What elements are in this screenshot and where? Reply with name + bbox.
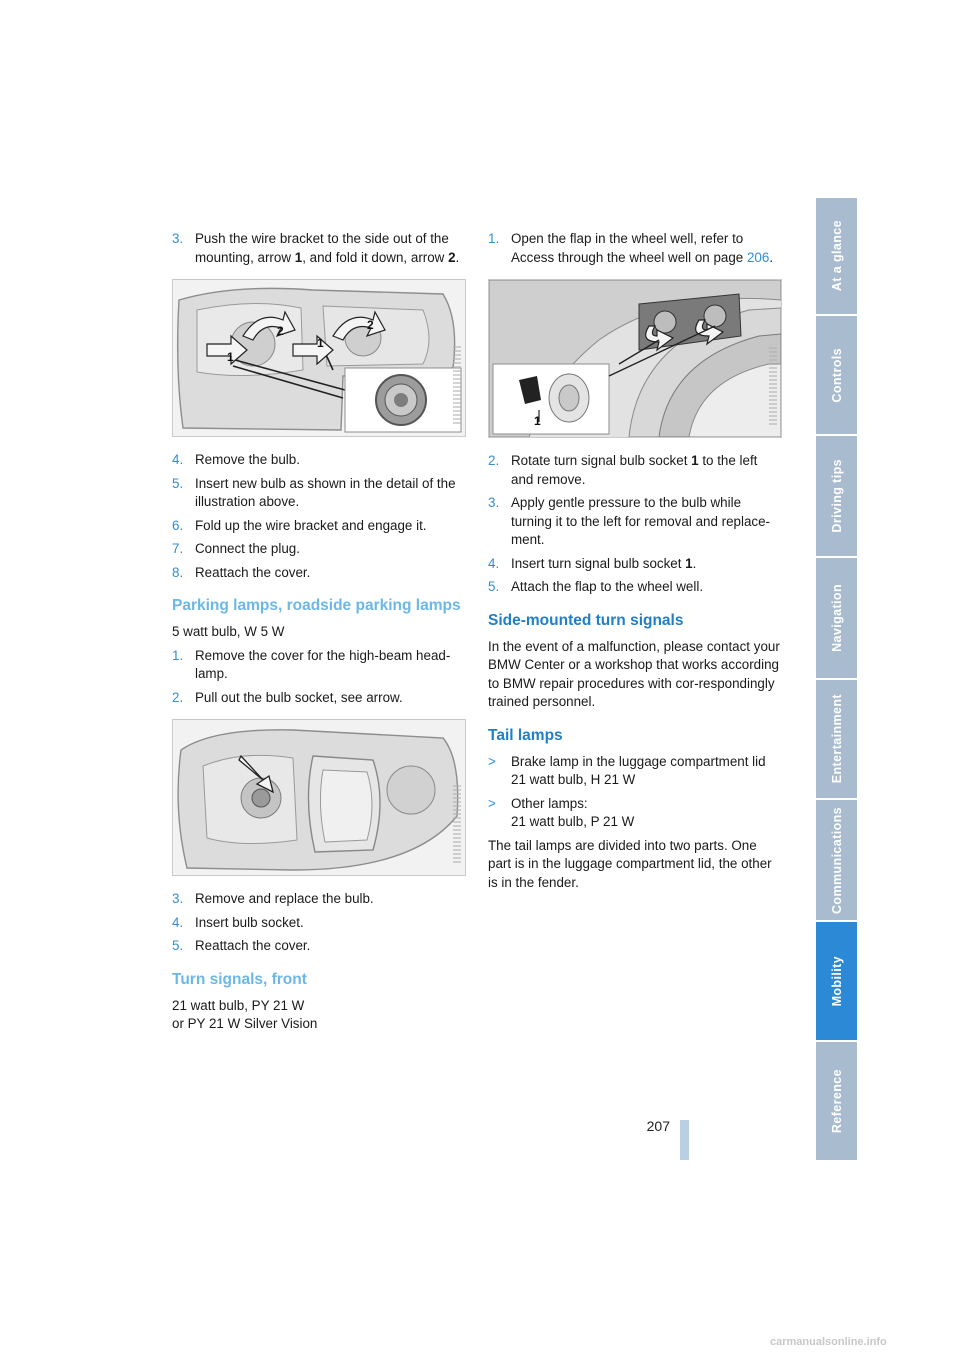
page-number-bar xyxy=(680,1120,689,1160)
figure-label-arrow-1b: 1 xyxy=(317,336,324,350)
figure-label-arrow-2: 2 xyxy=(277,324,284,338)
figure-label-arrow-2b: 2 xyxy=(367,318,374,332)
figure-code xyxy=(453,785,461,865)
tab-reference[interactable]: Reference xyxy=(816,1042,857,1162)
watermark: carmanualsonline.info xyxy=(770,1336,887,1348)
page-link-206[interactable]: 206 xyxy=(746,249,770,265)
turn-signal-spec-1: 21 watt bulb, PY 21 W xyxy=(172,997,305,1013)
section-tabs xyxy=(816,198,857,1162)
right-step-4: 4. Insert turn signal bulb socket 1. xyxy=(488,555,697,571)
step-6: 6. Fold up the wire bracket and engage it. xyxy=(172,517,427,533)
parking-step-2: 2. Pull out the bulb socket, see arrow. xyxy=(172,689,403,705)
figure-wire-bracket xyxy=(172,279,466,437)
tail-bullet-brake-lamp: > Brake lamp in the luggage compartment lid 21 watt bulb, H 21 W xyxy=(488,753,766,787)
figure-label-arrow-1: 1 xyxy=(227,350,234,364)
tab-driving-tips[interactable]: Driving tips xyxy=(816,436,857,558)
wheel-well-illustration xyxy=(489,280,781,437)
parking-step-5: 5. Reattach the cover. xyxy=(172,938,311,953)
step-7: 7. Connect the plug. xyxy=(172,541,300,556)
right-step-1: 1. Open the flap in the wheel well, refer to Access through the wheel well on page 206. xyxy=(488,231,774,265)
headlamp-bracket-illustration xyxy=(173,280,465,436)
figure-code xyxy=(769,347,777,427)
headlamp-socket-illustration xyxy=(173,720,465,875)
step-8: 8. Reattach the cover. xyxy=(172,564,311,580)
right-step-3: 3. Apply gentle pressure to the bulb while turning it to the left for removal and replace-ment. xyxy=(488,495,771,547)
figure-code xyxy=(453,346,461,426)
step-4: 4. Remove the bulb. xyxy=(172,452,300,467)
heading-turn-signals-front: Turn signals, front xyxy=(172,970,307,988)
heading-parking-lamps: Parking lamps, roadside parking lamps xyxy=(172,597,461,614)
tail-bullet-other-lamps: > Other lamps: 21 watt bulb, P 21 W xyxy=(488,795,635,829)
heading-tail-lamps: Tail lamps xyxy=(488,726,563,744)
parking-step-1: 1. Remove the cover for the high-beam head-lamp. xyxy=(172,647,451,681)
step-3-push-bracket: 3. Push the wire bracket to the side out of the mounting, arrow 1, and fold it down, arrow 2. xyxy=(172,231,460,265)
right-step-2: 2. Rotate turn signal bulb socket 1 to the left and remove. xyxy=(488,453,758,487)
left-column xyxy=(172,230,464,1039)
right-column xyxy=(488,230,780,897)
figure-bulb-socket xyxy=(172,719,466,876)
parking-step-4: 4. Insert bulb socket. xyxy=(172,914,304,930)
parking-bulb-spec: 5 watt bulb, W 5 W xyxy=(172,624,285,639)
figure-label-socket-1: 1 xyxy=(534,414,541,428)
parking-step-3: 3. Remove and replace the bulb. xyxy=(172,891,374,906)
tab-navigation[interactable]: Navigation xyxy=(816,558,857,680)
tail-lamps-text: The tail lamps are divided into two parts. One part is in the luggage compartment lid, the other is in the fender. xyxy=(488,837,772,890)
page-number: 207 xyxy=(646,1118,670,1134)
tab-controls[interactable]: Controls xyxy=(816,316,857,436)
right-step-5: 5. Attach the flap to the wheel well. xyxy=(488,579,704,594)
figure-wheel-well xyxy=(488,279,782,438)
tab-entertainment[interactable]: Entertainment xyxy=(816,680,857,800)
tab-mobility[interactable]: Mobility xyxy=(816,922,857,1042)
tab-communications[interactable]: Communications xyxy=(816,800,857,922)
side-turn-signals-text: In the event of a malfunction, please contact your BMW Center or a workshop that works according to BMW repair procedures with cor-respondingly trained personnel. xyxy=(488,638,780,709)
tab-at-a-glance[interactable]: At a glance xyxy=(816,198,857,316)
heading-side-mounted-turn-signals: Side-mounted turn signals xyxy=(488,611,684,629)
turn-signal-spec-2: or PY 21 W Silver Vision xyxy=(172,1016,318,1031)
step-5: 5. Insert new bulb as shown in the detail of the illustration above. xyxy=(172,475,456,509)
